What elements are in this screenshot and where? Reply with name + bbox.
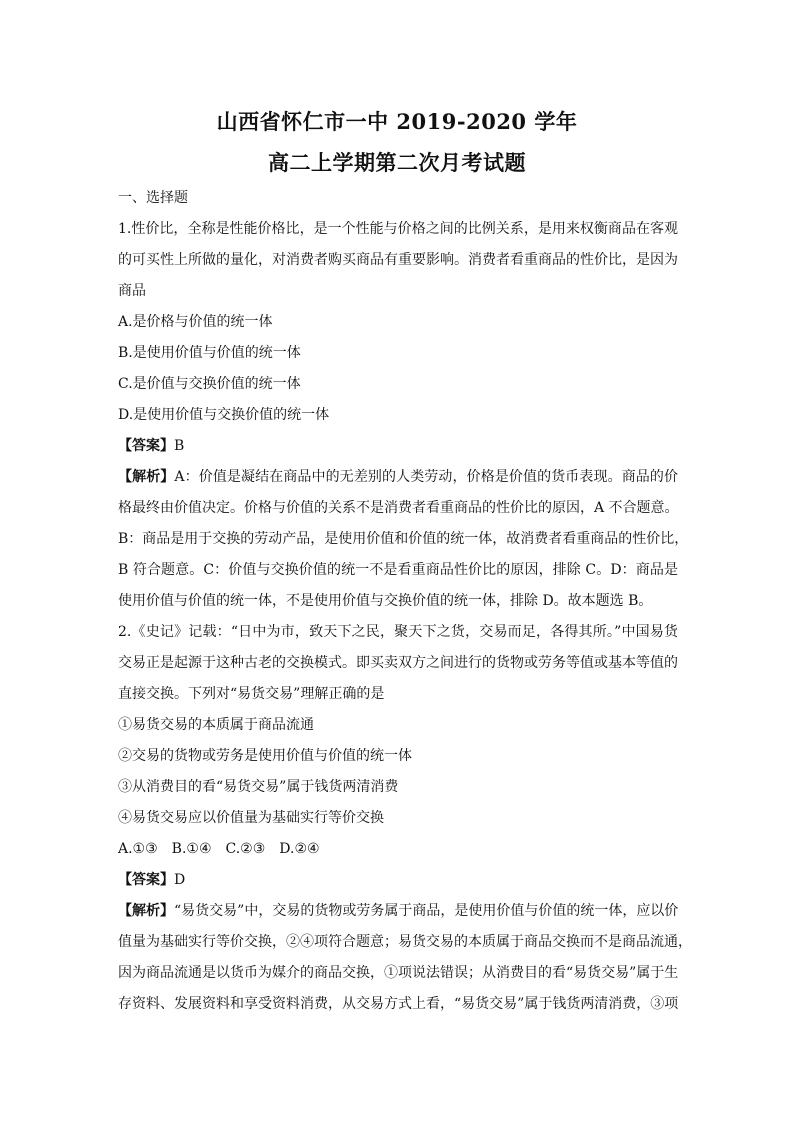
q2-answer-label: 【答案】	[118, 872, 174, 888]
q2-analysis-line	[118, 901, 678, 921]
q2-item-1: ①易货交易的本质属于商品流通	[118, 717, 314, 733]
q2-stem-line: 交易正是起源于这种古老的交换模式。即买卖双方之间进行的货物或劳务等值或基本等值的	[118, 655, 678, 671]
q2-analysis-line: 存资料、发展资料和享受资料消费，从交易方式上看，“易货交易”属于钱货两清消费，③项	[118, 996, 679, 1012]
q1-stem-line: 1.性价比，全称是性能价格比，是一个性能与价格之间的比例关系，是用来权衡商品在客观	[118, 221, 678, 237]
q2-item-2: ②交易的货物或劳务是使用价值与价值的统一体	[118, 748, 412, 764]
q1-analysis-line: B：商品是用于交换的劳动产品，是使用价值和价值的统一体，故消费者看重商品的性价比，	[118, 531, 689, 547]
q1-analysis-line	[118, 467, 678, 487]
q1-analysis-line: 格最终由价值决定。价格与价值的关系不是消费者看重商品的性价比的原因，A 不合题意。	[118, 500, 679, 516]
q2-analysis-line: 值量为基础实行等价交换，②④项符合题意；易货交易的本质属于商品交换而不是商品流通，	[118, 934, 692, 950]
q1-analysis-label: 【解析】	[118, 469, 175, 485]
q2-stem-line: 2.《史记》记载：“日中为市，致天下之民，聚天下之货，交易而足，各得其所。”中国易货	[118, 624, 678, 640]
q1-option-b: B.是使用价值与价值的统一体	[118, 345, 301, 361]
q1-option-c: C.是价值与交换价值的统一体	[118, 376, 301, 392]
title-line-2: 高二上学期第二次月考试题	[268, 150, 526, 175]
q2-stem-line: 直接交换。下列对“易货交易”理解正确的是	[118, 686, 385, 702]
q2-analysis-text: “易货交易”中，交易的货物或劳务属于商品，是使用价值与价值的统一体，应以价	[174, 903, 679, 919]
q2-item-4: ④易货交易应以价值量为基础实行等价交换	[118, 810, 384, 826]
q1-stem-line: 商品	[118, 283, 146, 299]
q1-option-a: A.是价格与价值的统一体	[118, 314, 273, 330]
section-heading: 一、选择题	[118, 190, 188, 206]
q1-answer-label: 【答案】	[118, 438, 174, 454]
q2-analysis-label: 【解析】	[118, 903, 174, 919]
q1-analysis-line: 使用价值与价值的统一体，不是使用价值与交换价值的统一体，排除 D。故本题选 B。	[118, 593, 653, 609]
q1-answer	[118, 436, 678, 456]
q2-item-3: ③从消费目的看“易货交易”属于钱货两清消费	[118, 779, 399, 795]
q2-answer	[118, 870, 678, 890]
q1-answer-value: B	[174, 438, 185, 454]
q2-analysis-line: 因为商品流通是以货币为媒介的商品交换，①项说法错误；从消费目的看“易货交易”属于生	[118, 965, 679, 981]
title-line-1: 山西省怀仁市一中 2019-2020 学年	[216, 109, 578, 134]
q1-stem-line: 的可买性上所做的量化，对消费者购买商品有重要影响。消费者看重商品的性价比，是因为	[118, 252, 678, 268]
q1-analysis-text: A：价值是凝结在商品中的无差别的人类劳动，价格是价值的货币表现。商品的价	[174, 469, 679, 485]
q1-analysis-line: B 符合题意。C：价值与交换价值的统一不是看重商品性价比的原因，排除 C。D：商品是	[118, 562, 678, 578]
q2-answer-value: D	[174, 872, 186, 888]
q1-option-d: D.是使用价值与交换价值的统一体	[118, 407, 330, 423]
q2-options: A.①③ B.①④ C.②③ D.②④	[118, 841, 320, 857]
